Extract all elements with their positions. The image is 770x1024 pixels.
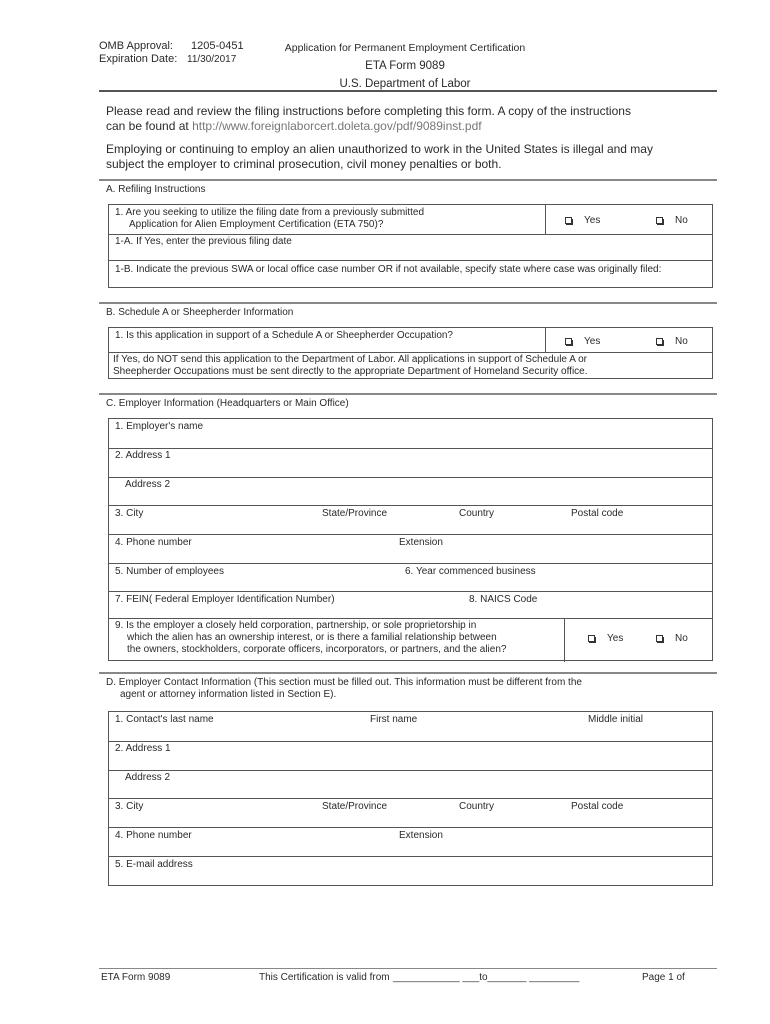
title-line: agent or attorney information listed in Section E). [120, 689, 337, 700]
footer-divider [99, 968, 717, 969]
no-label: No [675, 633, 688, 644]
checkbox-icon[interactable] [565, 217, 572, 224]
employer-phone-field[interactable]: 4. Phone number [115, 537, 192, 548]
section-a-divider [99, 179, 717, 181]
row-divider [109, 352, 712, 353]
employer-address1-field[interactable]: 2. Address 1 [115, 450, 171, 461]
section-c-title: C. Employer Information (Headquarters or Main Office) [106, 398, 349, 409]
section-d-box [108, 711, 713, 886]
form-heading [270, 40, 540, 92]
ownership-yes-option[interactable] [588, 633, 623, 645]
question-line: which the alien has an ownership interest, or is there a familial relationship between [127, 632, 497, 643]
row-divider [109, 448, 712, 449]
checkbox-icon[interactable] [588, 635, 595, 642]
row-divider [109, 798, 712, 799]
contact-address1-field[interactable]: 2. Address 1 [115, 743, 171, 754]
section-c-box [108, 418, 713, 661]
refiling-no-option[interactable] [656, 215, 688, 227]
section-d-title [106, 677, 582, 701]
section-b-divider [99, 302, 717, 304]
title-line: D. Employer Contact Information (This section must be filled out. This information must be different from the [106, 677, 582, 688]
row-divider [109, 770, 712, 771]
no-label: No [675, 336, 688, 347]
intro-paragraph-2 [106, 142, 706, 172]
footer-form-name: ETA Form 9089 [101, 972, 171, 983]
checkbox-icon[interactable] [656, 338, 663, 345]
footer-page-number: Page 1 of [642, 972, 685, 983]
section-a-title: A. Refiling Instructions [106, 184, 206, 195]
note-line: Sheepherder Occupations must be sent directly to the appropriate Department of Homeland Security office. [113, 366, 588, 377]
no-label: No [675, 215, 688, 226]
naics-code-field[interactable]: 8. NAICS Code [469, 594, 538, 605]
row-divider [109, 591, 712, 592]
contact-address2-field[interactable]: Address 2 [125, 772, 171, 783]
question-line: 1. Are you seeking to utilize the filing date from a previously submitted [115, 207, 425, 218]
contact-middle-initial-field[interactable]: Middle initial [588, 714, 644, 725]
ownership-question [115, 620, 506, 656]
row-divider [109, 534, 712, 535]
contact-extension-field[interactable]: Extension [399, 830, 443, 841]
expiration-value: 11/30/2017 [187, 54, 237, 65]
question-line: 9. Is the employer a closely held corporation, partnership, or sole proprietorship in [115, 620, 477, 631]
note-line: If Yes, do NOT send this application to the Department of Labor. All applications in support of Schedule A or [113, 354, 588, 365]
section-c-divider [99, 393, 717, 395]
employer-name-field[interactable]: 1. Employer's name [115, 421, 204, 432]
contact-first-name-field[interactable]: First name [370, 714, 418, 725]
question-line: the owners, stockholders, corporate officers, incorporators, or partners, and the alien? [127, 644, 507, 655]
employer-state-field[interactable]: State/Province [322, 508, 388, 519]
refiling-yes-option[interactable] [565, 215, 600, 227]
section-b-title: B. Schedule A or Sheepherder Information [106, 307, 294, 318]
omb-value: 1205-0451 [191, 40, 244, 52]
footer-validity-label: This Certification is valid from [259, 972, 390, 983]
row-divider [109, 827, 712, 828]
row-divider [109, 856, 712, 857]
department-name: U.S. Department of Labor [339, 78, 471, 90]
employer-address2-field[interactable]: Address 2 [125, 479, 171, 490]
omb-label: OMB Approval: [99, 40, 173, 52]
contact-postal-field[interactable]: Postal code [571, 801, 624, 812]
schedule-a-question: 1. Is this application in support of a Schedule A or Sheepherder Occupation? [115, 330, 453, 341]
contact-country-field[interactable]: Country [459, 801, 495, 812]
employer-city-field[interactable]: 3. City [115, 508, 144, 519]
expiration-label: Expiration Date: [99, 53, 178, 65]
row-divider [109, 563, 712, 564]
section-a-box [108, 204, 713, 288]
checkbox-icon[interactable] [656, 635, 663, 642]
contact-email-field[interactable]: 5. E-mail address [115, 859, 193, 870]
intro-line: can be found at [106, 119, 193, 133]
yes-label: Yes [584, 215, 601, 226]
row-divider [109, 260, 712, 261]
intro-line: Employing or continuing to employ an alien unauthorized to work in the United States is illegal and may [106, 142, 653, 156]
previous-filing-date-field[interactable]: 1-A. If Yes, enter the previous filing date [115, 236, 292, 247]
row-divider [109, 505, 712, 506]
section-b-box [108, 327, 713, 379]
instructions-link[interactable]: http://www.foreignlaborcert.doleta.gov/pdf/9089inst.pdf [192, 119, 482, 133]
contact-state-field[interactable]: State/Province [322, 801, 388, 812]
header-divider [99, 90, 717, 92]
checkbox-icon[interactable] [565, 338, 572, 345]
employer-extension-field[interactable]: Extension [399, 537, 443, 548]
contact-last-name-field[interactable]: 1. Contact's last name [115, 714, 214, 725]
row-divider [109, 477, 712, 478]
omb-info [99, 40, 244, 66]
form-name: ETA Form 9089 [365, 60, 445, 72]
row-divider [109, 234, 712, 235]
question-line: Application for Alien Employment Certification (ETA 750)? [129, 219, 384, 230]
column-divider [564, 618, 565, 662]
intro-text [106, 104, 706, 180]
checkbox-icon[interactable] [656, 217, 663, 224]
contact-city-field[interactable]: 3. City [115, 801, 144, 812]
yes-label: Yes [584, 336, 601, 347]
row-divider [109, 741, 712, 742]
fein-field[interactable]: 7. FEIN( Federal Employer Identification Number) [115, 594, 335, 605]
number-of-employees-field[interactable]: 5. Number of employees [115, 566, 224, 577]
row-divider [109, 618, 712, 619]
section-d-divider [99, 672, 717, 674]
intro-paragraph-1 [106, 104, 706, 134]
previous-case-number-field[interactable]: 1-B. Indicate the previous SWA or local office case number OR if not available, specify state where case was originally filed: [115, 264, 662, 275]
yes-label: Yes [607, 633, 624, 644]
year-commenced-field[interactable]: 6. Year commenced business [405, 566, 536, 577]
footer-validity-range: ____________ ___to_______ _________ [393, 972, 580, 983]
form-subtitle: Application for Permanent Employment Certification [284, 42, 526, 54]
column-divider [545, 205, 546, 234]
schedule-a-note [113, 354, 588, 378]
schedule-a-yes-option[interactable] [565, 336, 600, 348]
ownership-no-option[interactable] [656, 633, 688, 645]
contact-phone-field[interactable]: 4. Phone number [115, 830, 192, 841]
employer-postal-field[interactable]: Postal code [571, 508, 624, 519]
schedule-a-no-option[interactable] [656, 336, 688, 348]
column-divider [545, 328, 546, 352]
intro-line: subject the employer to criminal prosecution, civil money penalties or both. [106, 157, 502, 171]
refiling-question [115, 207, 424, 231]
employer-country-field[interactable]: Country [459, 508, 495, 519]
intro-line: Please read and review the filing instructions before completing this form. A copy of the instructions [106, 104, 631, 118]
